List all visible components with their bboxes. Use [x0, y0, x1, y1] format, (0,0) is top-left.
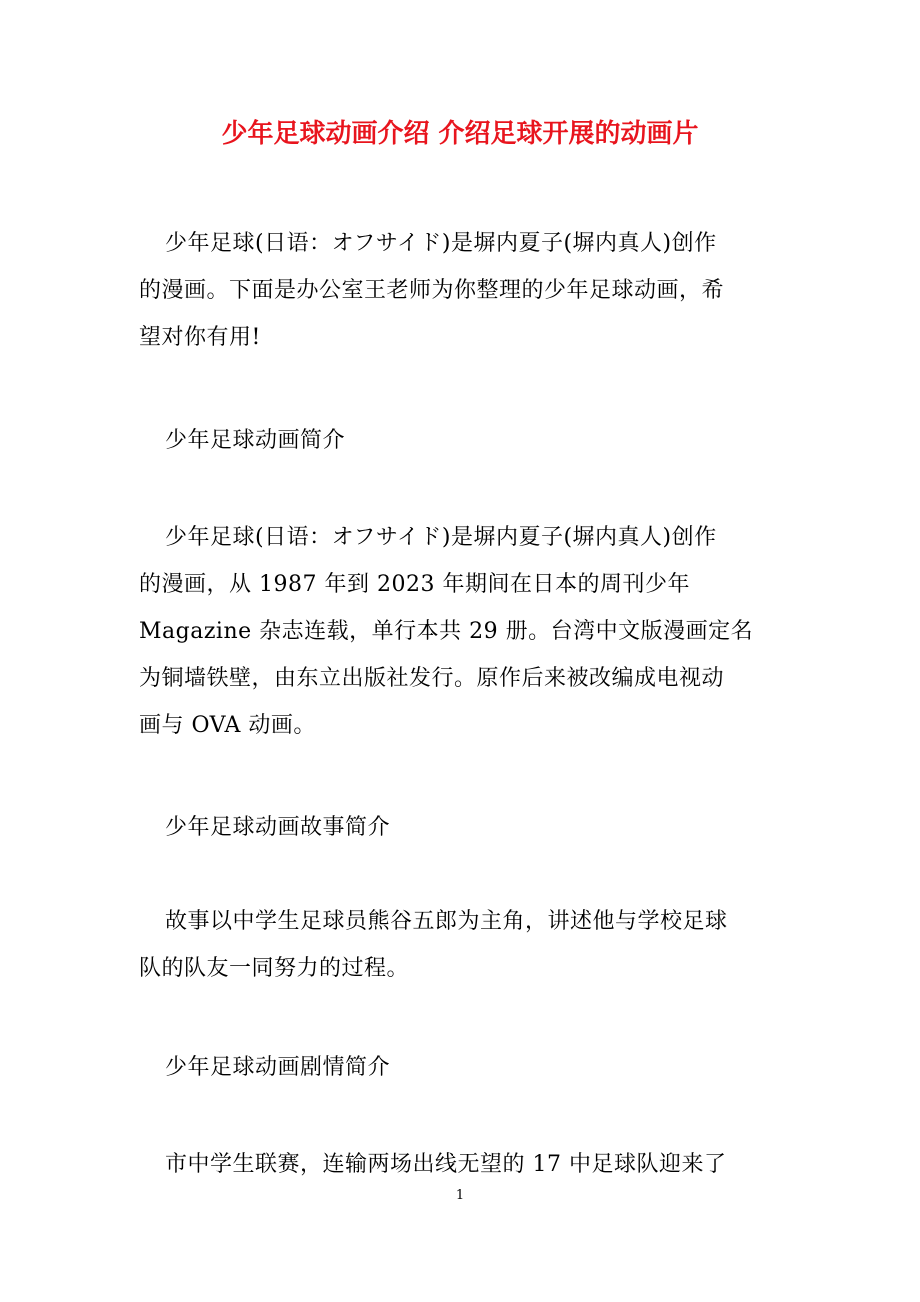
section-heading-story: 少年足球动画故事简介: [165, 815, 391, 840]
paragraph-line: Magazine 杂志连载，单行本共 29 册。台湾中文版漫画定名: [139, 619, 754, 644]
section-heading-plot: 少年足球动画剧情简介: [165, 1055, 391, 1080]
plot-paragraph: [139, 1141, 781, 1188]
paragraph-line: 为铜墙铁壁，由东立出版社发行。原作后来被改编成电视动: [139, 666, 725, 691]
paragraph-line: 画与 OVA 动画。: [139, 713, 316, 738]
intro-paragraph: [139, 220, 781, 361]
paragraph-line: 的漫画。下面是办公室王老师为你整理的少年足球动画，希: [139, 278, 725, 303]
summary-paragraph: [139, 514, 781, 749]
paragraph-line: 的漫画，从 1987 年到 2023 年期间在日本的周刊少年: [139, 572, 690, 597]
document-title: 少年足球动画介绍 介绍足球开展的动画片: [221, 119, 699, 149]
paragraph-line: 少年足球(日语：オフサイド)是塀内夏子(塀内真人)创作: [165, 231, 717, 256]
page-number: 1: [455, 1188, 465, 1203]
paragraph-line: 队的队友一同努力的过程。: [139, 956, 410, 981]
paragraph-line: 市中学生联赛，连输两场出线无望的 17 中足球队迎来了: [165, 1152, 727, 1177]
paragraph-line: 望对你有用!: [139, 325, 261, 350]
story-paragraph: [139, 898, 781, 992]
section-heading-intro: 少年足球动画简介: [165, 428, 346, 453]
paragraph-line: 故事以中学生足球员熊谷五郎为主角，讲述他与学校足球: [165, 909, 728, 934]
paragraph-line: 少年足球(日语：オフサイド)是塀内夏子(塀内真人)创作: [165, 525, 717, 550]
